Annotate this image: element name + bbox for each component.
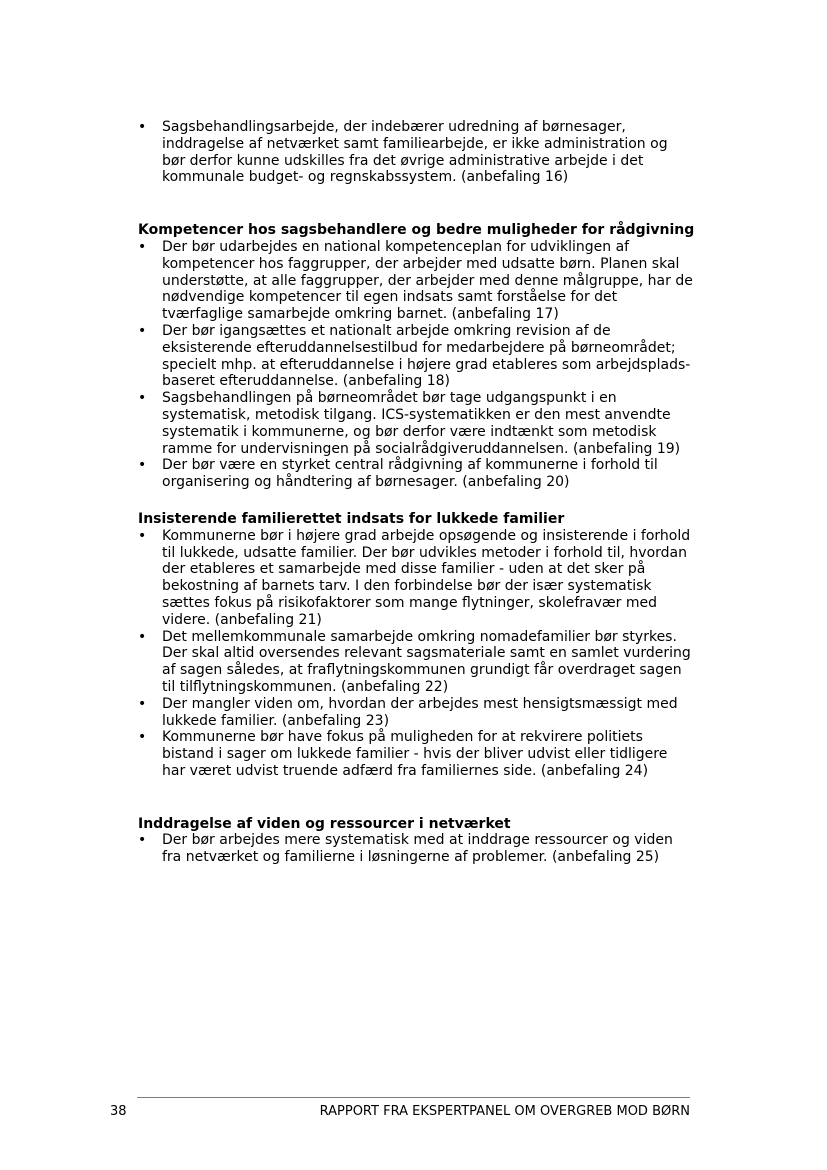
list-item-text: Kommunerne bør have fokus på muligheden for at rekvirere politiets bistand i sager om lukkede familier - hvis der bliver udvist eller tidligere har været udvist truende adfærd fra familiernes side. (anbefaling 24) — [162, 729, 668, 779]
bullet-icon: • — [138, 238, 147, 255]
list-item — [138, 457, 694, 491]
list-item — [138, 528, 694, 629]
section-heading: Insisterende familierettet indsats for lukkede familier — [138, 510, 565, 527]
list-item-text: Sagsbehandlingsarbejde, der indebærer udredning af børnesager, inddragelse af netværket samt familiearbejde, er ikke administration og bør derfor kunne udskilles fra det øvrige administrative arbejde i det kommunale budget- og regnskabssystem. (anbefaling 16) — [162, 119, 668, 186]
bullet-icon: • — [138, 695, 147, 712]
section-competences — [138, 222, 694, 491]
bullet-icon: • — [138, 390, 147, 407]
document-body — [138, 119, 694, 866]
list-item — [138, 696, 694, 730]
bullet-list — [138, 832, 694, 866]
bullet-icon: • — [138, 457, 147, 474]
list-item — [138, 119, 694, 186]
list-item — [138, 390, 694, 457]
list-item-text: Sagsbehandlingen på børneområdet bør tage udgangspunkt i en systematisk, metodisk tilgang. ICS-systematikken er den mest anvendte systematik i kommunerne, og bør derfor være indtænkt som metodisk ramme for undervisningen på socialrådgiveruddannelsen. (anbefaling 19) — [162, 390, 681, 457]
bullet-icon: • — [138, 832, 147, 849]
bullet-list — [138, 528, 694, 780]
running-title: RAPPORT FRA EKSPERTPANEL OM OVERGREB MOD BØRN — [319, 1104, 690, 1119]
list-item-text: Der bør være en styrket central rådgivning af kommunerne i forhold til organisering og håndtering af børnesager. (anbefaling 20) — [162, 457, 658, 491]
list-item-text: Der bør igangsættes et nationalt arbejde omkring revision af de eksisterende efteruddannelsestilbud for medarbejdere på børneområdet; specielt mhp. at efteruddannelse i højere grad etableres som arbejdsplads-baseret efteruddannelse. (anbefaling 18) — [162, 322, 691, 390]
section-heading: Kompetencer hos sagsbehandlere og bedre muligheder for rådgivning — [138, 222, 695, 239]
bullet-icon: • — [138, 628, 147, 645]
bullet-icon: • — [138, 322, 147, 339]
bullet-icon: • — [138, 729, 147, 746]
intro-bullet-list — [138, 119, 694, 186]
section-heading: Inddragelse af viden og ressourcer i netværket — [138, 815, 511, 832]
list-item — [138, 239, 694, 323]
footer-rule — [137, 1097, 690, 1098]
list-item — [138, 729, 694, 779]
list-item-text: Der bør arbejdes mere systematisk med at inddrage ressourcer og viden fra netværket og familierne i løsningerne af problemer. (anbefaling 25) — [162, 832, 673, 866]
list-item — [138, 323, 694, 390]
bullet-list — [138, 239, 694, 491]
list-item — [138, 629, 694, 696]
bullet-icon: • — [138, 527, 147, 544]
list-item-text: Der mangler viden om, hvordan der arbejdes mest hensigtsmæssigt med lukkede familier. (anbefaling 23) — [162, 695, 678, 729]
list-item-text: Det mellemkommunale samarbejde omkring nomadefamilier bør styrkes. Der skal altid oversendes relevant sagsmateriale samt en samlet vurdering af sagen således, at fraflytningskommunen grundigt får overdraget sagen til tilflytningskommunen. (anbefaling 22) — [162, 628, 691, 695]
list-item-text: Der bør udarbejdes en national kompetenceplan for udviklingen af kompetencer hos faggrupper, der arbejder med udsatte børn. Planen skal understøtte, at alle faggrupper, der arbejder med denne målgruppe, har de nødvendige kompetencer til egen indsats samt forståelse for det tværfaglige samarbejde omkring barnet. (anbefaling 17) — [162, 238, 693, 323]
section-closed-families — [138, 511, 694, 780]
bullet-icon: • — [138, 119, 147, 135]
page-number: 38 — [110, 1104, 127, 1119]
section-network — [138, 816, 694, 866]
list-item-text: Kommunerne bør i højere grad arbejde opsøgende og insisterende i forhold til lukkede, udsatte familier. Der bør udvikles metoder i forhold til, hvordan der etableres et samarbejde med disse familier - uden at det sker på bekostning af barnets tarv. I den forbindelse bør der især systematisk sættes fokus på risikofaktorer som mange flytninger, skolefravær med videre. (anbefaling 21) — [162, 527, 691, 628]
list-item — [138, 832, 694, 866]
